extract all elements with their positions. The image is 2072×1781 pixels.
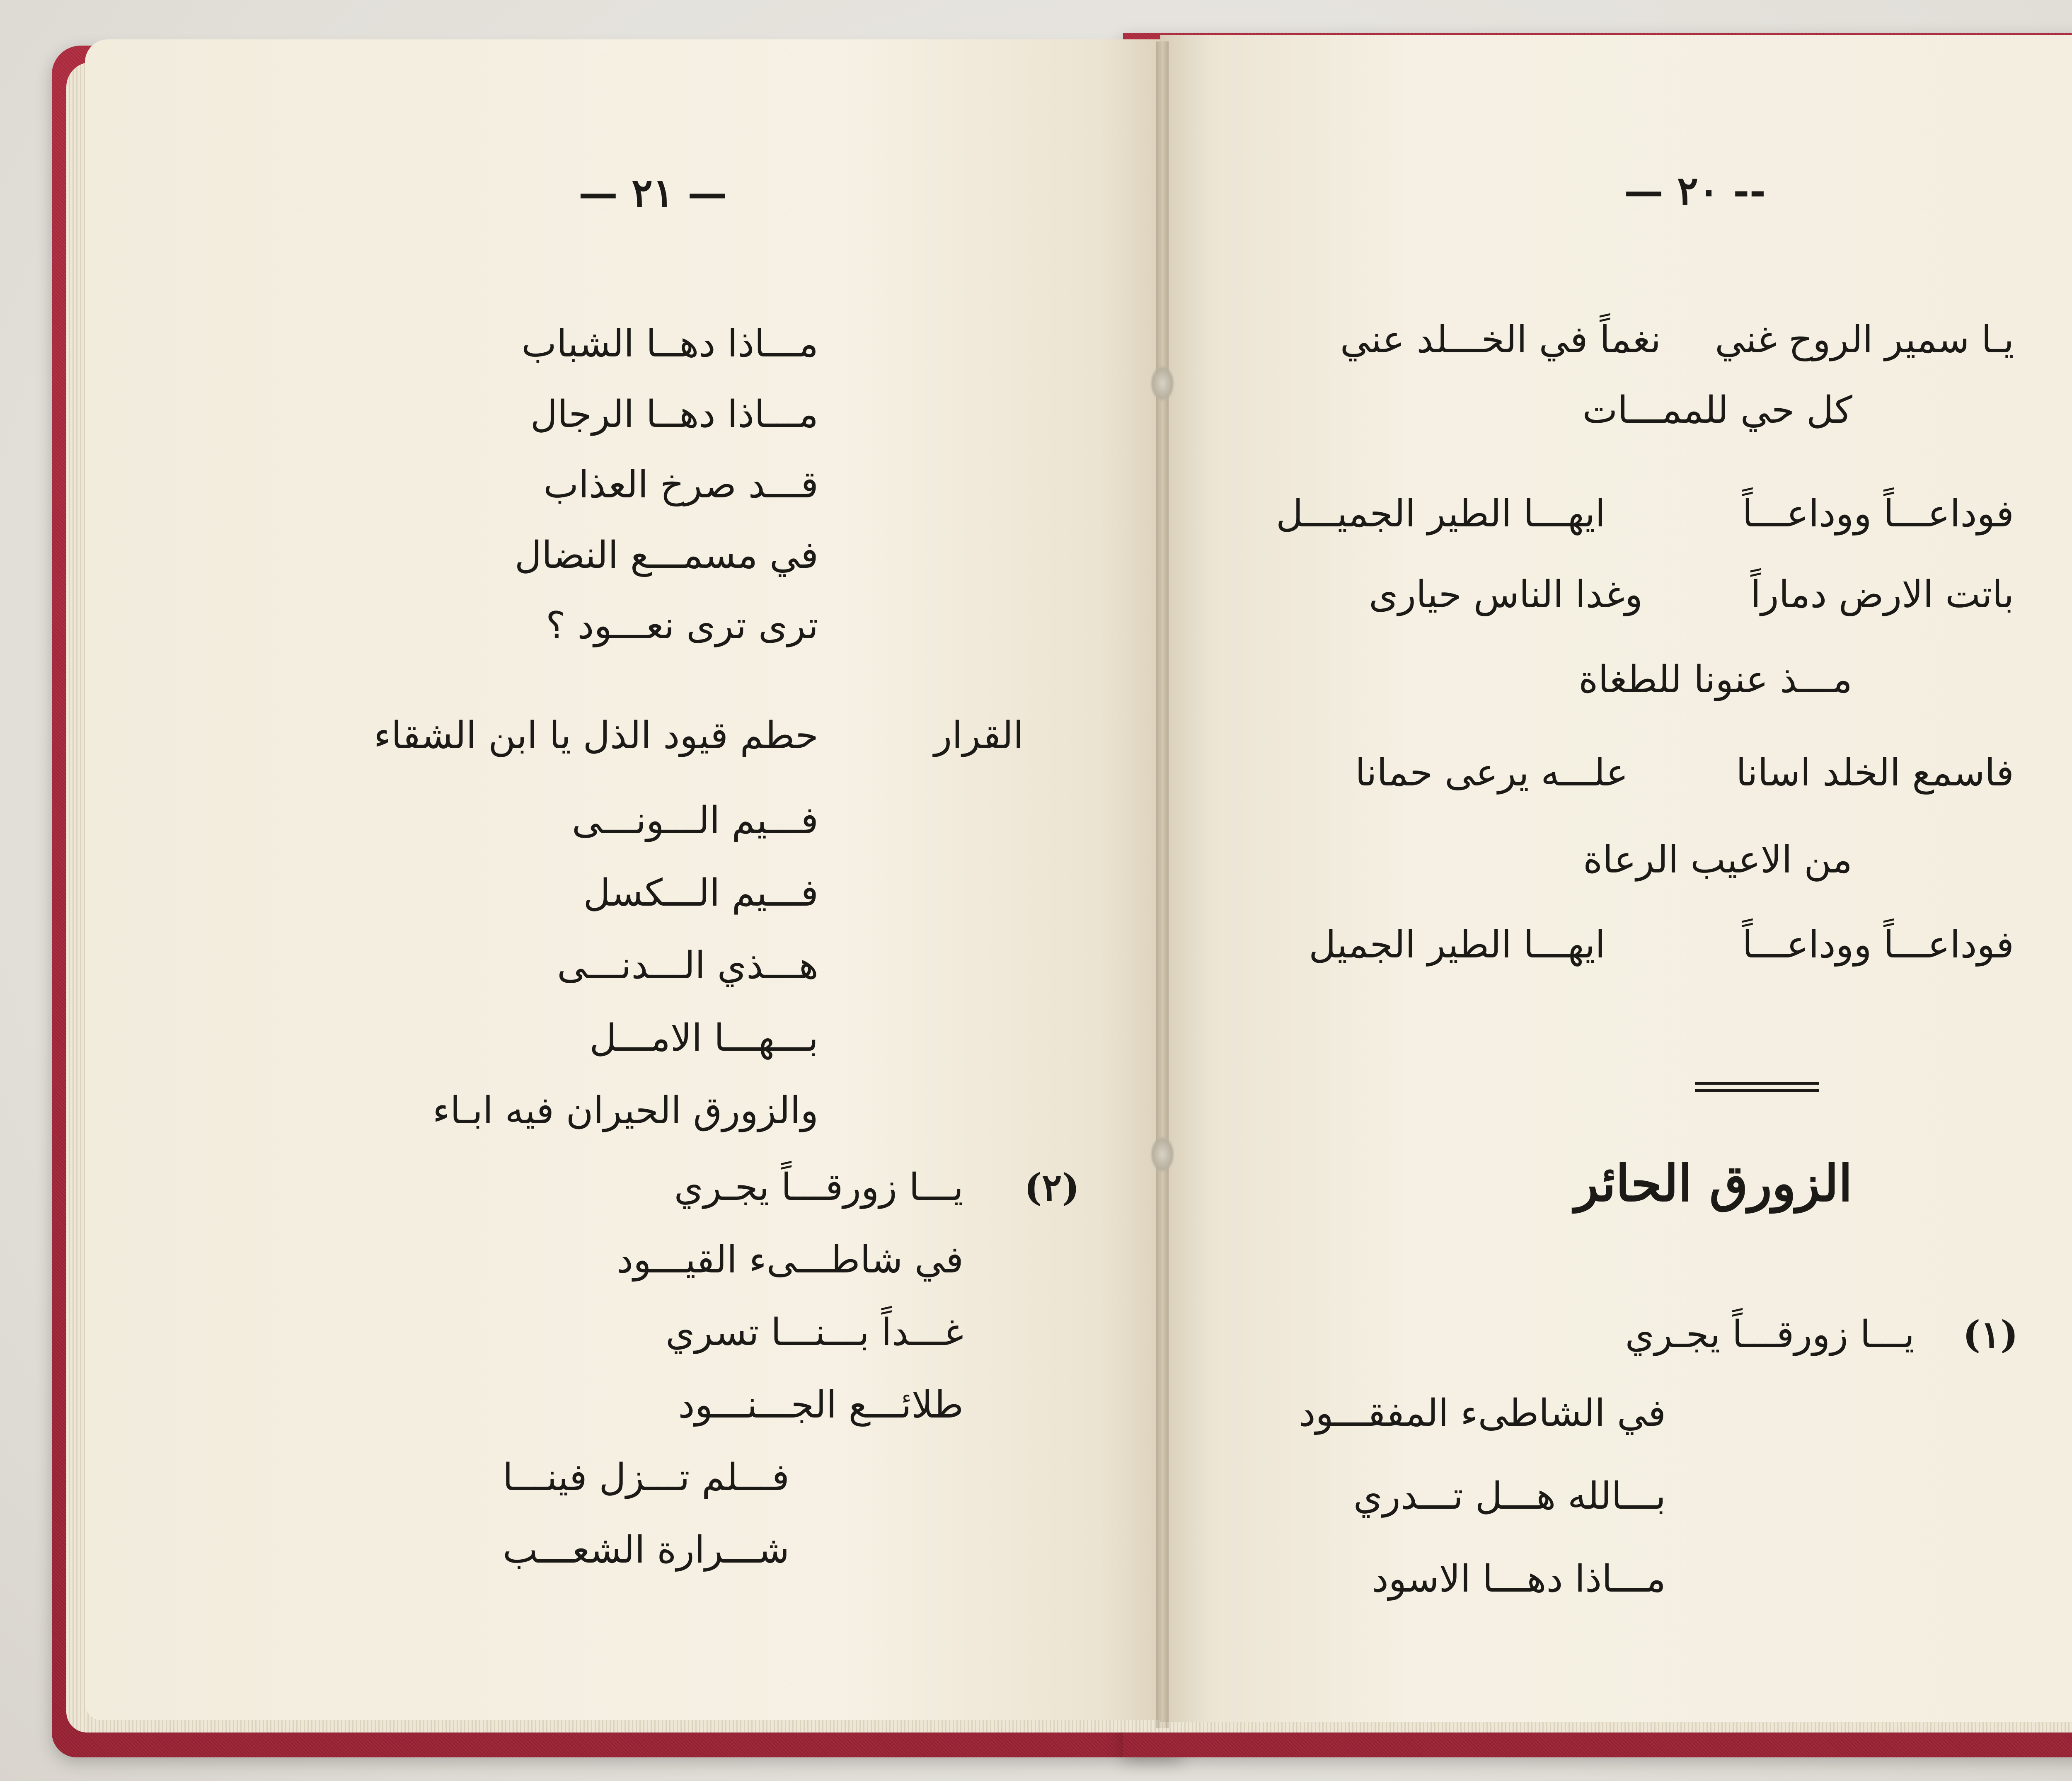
verse-line: حطم قيود الذل يا ابن الشقاء <box>373 714 818 757</box>
verse-line: من الاعيب الرعاة <box>1583 838 1852 882</box>
verse-hemistich: ايهـــا الطير الجميل <box>1309 923 1606 967</box>
verse-line: مـــاذا دهـــا الاسود <box>1372 1557 1666 1601</box>
binding-staple <box>1150 365 1175 402</box>
section-marker: (٢) <box>1024 1166 1080 1209</box>
section-divider <box>1695 1082 1819 1092</box>
verse-line: في مسمـــع النضال <box>514 533 818 577</box>
binding-staple <box>1150 1136 1175 1173</box>
verse-hemistich: وغدا الناس حيارى <box>1369 573 1643 616</box>
verse-hemistich: علـــه يرعى حمانا <box>1355 751 1629 795</box>
left-page <box>85 39 1162 1720</box>
verse-line <box>1340 318 2014 361</box>
verse-hemistich: نغماً في الخـــلد عني <box>1340 318 1661 361</box>
verse-line <box>1355 751 2014 795</box>
verse-line: في شاطـــىء القيـــود <box>617 1238 963 1282</box>
verse-line: فـــلم تـــزل فينـــا <box>502 1456 789 1499</box>
verse-line: مـــاذا دهــا الشباب <box>521 322 818 366</box>
verse-line: بـــهـــا الامـــل <box>589 1016 818 1060</box>
right-page <box>1160 35 2072 1722</box>
verse-hemistich: فوداعـــاً ووداعـــاً <box>1742 923 2014 967</box>
side-label: القرار <box>934 714 1024 757</box>
verse-hemistich: يـا سمير الروح غني <box>1715 318 2014 361</box>
verse-line: بـــالله هـــل تـــدري <box>1353 1474 1666 1518</box>
page-number: — ٢١ — <box>578 170 727 216</box>
verse-line: فـــيم الـــونـــى <box>572 799 818 842</box>
verse-line: غـــداً بـــنـــا تسري <box>666 1311 963 1354</box>
verse-line: والزورق الحيران فيه ابـاء <box>432 1089 818 1132</box>
page-number: -- ٢٠ — <box>1624 168 1766 214</box>
verse-line: ترى ترى نعـــود ؟ <box>545 604 818 647</box>
verse-hemistich: فوداعـــاً ووداعـــاً <box>1742 492 2014 536</box>
verse-line: فـــيم الـــكسل <box>583 871 818 915</box>
verse-hemistich: فاسمع الخلد اسانا <box>1736 751 2014 795</box>
verse-hemistich: باتت الارض دماراً <box>1750 573 2014 616</box>
verse-line: كل حي للممـــات <box>1582 388 1852 432</box>
verse-line: مـــذ عنونا للطغاة <box>1578 658 1852 701</box>
verse-line: يـــا زورقـــاً يجـري <box>674 1166 963 1209</box>
verse-line: قـــد صرخ العذاب <box>543 463 818 506</box>
verse-line <box>1276 492 2014 536</box>
verse-line: مـــاذا دهــا الرجال <box>530 393 818 436</box>
verse-line <box>1309 923 2014 967</box>
section-title: الزورق الحائر <box>1574 1154 1852 1213</box>
verse-line: هـــذي الـــدنـــى <box>557 944 818 987</box>
verse-hemistich: ايهـــا الطير الجميـــل <box>1276 492 1606 536</box>
verse-line: في الشاطىء المفقـــود <box>1299 1391 1666 1435</box>
section-marker: (١) <box>1963 1313 2018 1357</box>
verse-line: شـــرارة الشعـــب <box>502 1528 789 1572</box>
verse-line: يـــا زورقـــاً يجـري <box>1625 1313 1915 1356</box>
verse-line: طلائـــع الجـــنـــود <box>678 1383 963 1427</box>
book-gutter <box>1156 41 1169 1728</box>
verse-line <box>1369 573 2014 616</box>
